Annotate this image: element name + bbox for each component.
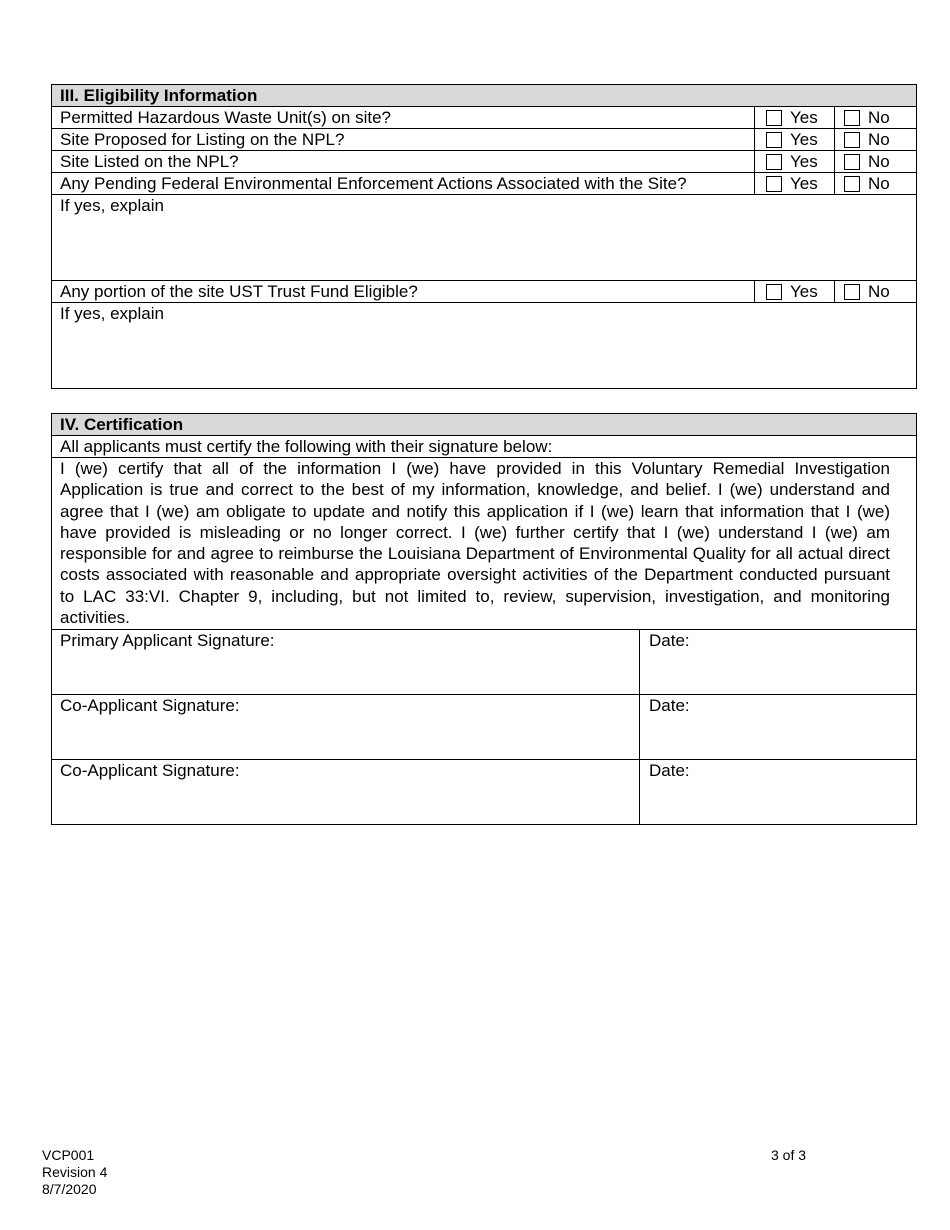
question-label: Any Pending Federal Environmental Enforcement Actions Associated with the Site? [60,174,687,193]
signature-label: Co-Applicant Signature: [60,761,240,780]
signature-field[interactable] [52,760,639,824]
certification-section [51,413,917,825]
yes-label: Yes [790,130,818,149]
question-label: Site Proposed for Listing on the NPL? [60,130,345,149]
certification-statement: I (we) certify that all of the information I (we) have provided in this Voluntary Remedial Investigation Application is true and correct to the best of my information, knowledge, and belief. I (we) understand and agree that I (we) am obligate to update and notify this application if I (we) learn that information that I (we) have provided is misleading or no longer correct. I (we) further certify that I (we) understand I (we) am responsible for and agree to reimburse the Louisiana Department of Environmental Quality for all actual direct costs associated with reasonable and appropriate oversight activities of the Department conducted pursuant to LAC 33:VI. Chapter 9, including, but not limited to, review, supervision, investigation, and monitoring activities. [52,457,916,629]
no-label: No [868,152,890,171]
question-row [52,106,916,128]
explain-field[interactable]: If yes, explain [52,194,916,280]
signature-row [52,629,916,694]
yes-option [754,151,834,172]
no-label: No [868,130,890,149]
form-id: VCP001 [42,1147,95,1163]
yes-checkbox[interactable] [766,154,782,170]
question-row [52,128,916,150]
yes-option [754,173,834,194]
date-field[interactable] [639,760,916,824]
no-label: No [868,174,890,193]
yes-checkbox[interactable] [766,284,782,300]
no-label: No [868,282,890,301]
no-checkbox[interactable] [844,176,860,192]
date-field[interactable] [639,695,916,759]
yes-checkbox[interactable] [766,132,782,148]
signature-label: Co-Applicant Signature: [60,696,240,715]
no-option [834,173,916,194]
eligibility-section [51,84,917,389]
yes-label: Yes [790,152,818,171]
yes-label: Yes [790,282,818,301]
yes-option [754,129,834,150]
question-label: Any portion of the site UST Trust Fund Eligible? [60,282,418,301]
no-option [834,129,916,150]
no-option [834,151,916,172]
form-revision: Revision 4 [42,1164,108,1180]
no-checkbox[interactable] [844,132,860,148]
no-option [834,281,916,302]
signature-row [52,759,916,824]
no-checkbox[interactable] [844,284,860,300]
yes-checkbox[interactable] [766,176,782,192]
certification-title: IV. Certification [52,414,916,435]
form-date: 8/7/2020 [42,1181,97,1197]
question-label: Permitted Hazardous Waste Unit(s) on site? [60,108,391,127]
question-row [52,280,916,302]
no-option [834,107,916,128]
explain-field[interactable]: If yes, explain [52,302,916,388]
signature-row [52,694,916,759]
date-field[interactable] [639,630,916,694]
no-checkbox[interactable] [844,110,860,126]
no-label: No [868,108,890,127]
date-label: Date: [649,631,690,650]
yes-label: Yes [790,174,818,193]
eligibility-title: III. Eligibility Information [52,85,916,106]
yes-option [754,107,834,128]
footer-form-info [42,1147,107,1198]
date-label: Date: [649,761,690,780]
signature-field[interactable] [52,695,639,759]
question-row [52,150,916,172]
yes-option [754,281,834,302]
yes-label: Yes [790,108,818,127]
question-row [52,172,916,194]
signature-label: Primary Applicant Signature: [60,631,275,650]
question-label: Site Listed on the NPL? [60,152,239,171]
certification-intro: All applicants must certify the following with their signature below: [52,435,916,457]
date-label: Date: [649,696,690,715]
signature-field[interactable] [52,630,639,694]
yes-checkbox[interactable] [766,110,782,126]
page-number: 3 of 3 [771,1147,807,1163]
no-checkbox[interactable] [844,154,860,170]
